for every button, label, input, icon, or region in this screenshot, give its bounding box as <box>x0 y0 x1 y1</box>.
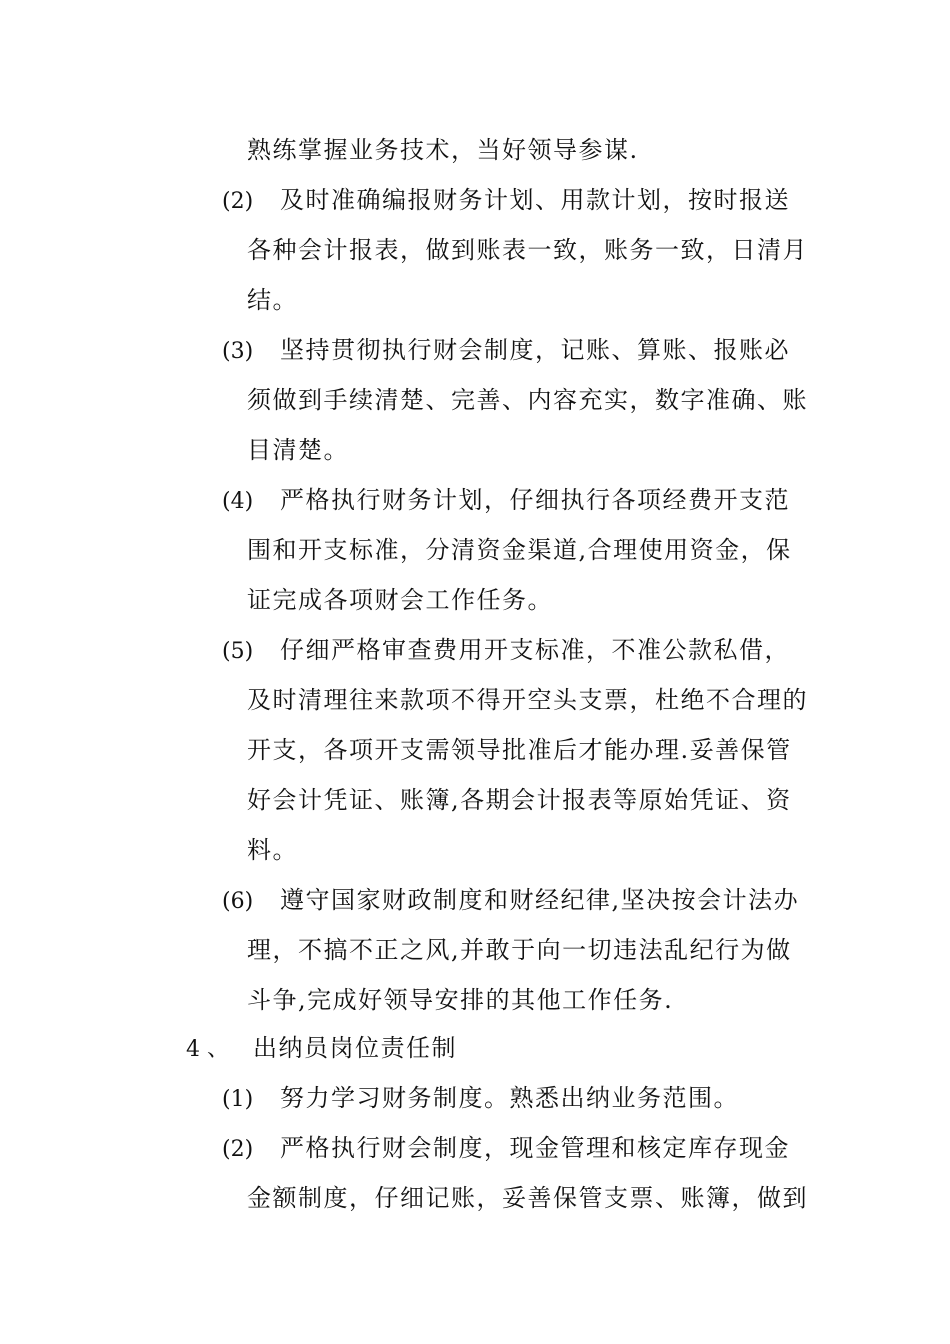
line-text: 努力学习财务制度。熟悉出纳业务范围。 <box>280 1084 739 1112</box>
line-text: 斗争,完成好领导安排的其他工作任务. <box>247 986 674 1014</box>
text-line <box>247 134 639 166</box>
text-line <box>247 1182 808 1214</box>
line-text: 证完成各项财会工作任务。 <box>247 586 553 614</box>
text-line <box>247 734 792 766</box>
line-text: 严格执行财会制度，现金管理和核定库存现金 <box>280 1134 790 1162</box>
list-item-1 <box>222 1082 739 1116</box>
line-text: 好会计凭证、账簿,各期会计报表等原始凭证、资 <box>247 786 792 814</box>
list-item-5 <box>222 634 790 668</box>
list-item-2 <box>222 1132 790 1166</box>
list-item-4 <box>222 484 790 518</box>
item-number: (4) <box>222 489 254 514</box>
item-number: (2) <box>222 189 254 214</box>
line-text: 熟练掌握业务技术，当好领导参谋. <box>247 136 639 164</box>
line-text: 料。 <box>247 836 298 864</box>
line-text: 及时准确编报财务计划、用款计划，按时报送 <box>280 186 790 214</box>
text-line <box>247 684 808 716</box>
text-line <box>247 534 792 566</box>
text-line <box>247 284 298 316</box>
text-line <box>247 934 792 966</box>
text-line <box>247 434 349 466</box>
list-item-6 <box>222 884 799 918</box>
line-text: 各种会计报表，做到账表一致，账务一致，日清月 <box>247 236 808 264</box>
section-heading <box>186 1032 457 1066</box>
item-number: (5) <box>222 639 254 664</box>
item-number: (6) <box>222 889 254 914</box>
text-line <box>247 234 808 266</box>
line-text: 须做到手续清楚、完善、内容充实，数字准确、账 <box>247 386 808 414</box>
line-text: 及时清理往来款项不得开空头支票，杜绝不合理的 <box>247 686 808 714</box>
text-line <box>247 584 553 616</box>
section-number: 4 、 <box>186 1037 229 1062</box>
line-text: 坚持贯彻执行财会制度，记账、算账、报账必 <box>280 336 790 364</box>
section-title: 出纳员岗位责任制 <box>253 1034 457 1062</box>
text-line <box>247 384 808 416</box>
item-number: (3) <box>222 339 254 364</box>
item-number: (2) <box>222 1137 254 1162</box>
list-item-2 <box>222 184 790 218</box>
line-text: 遵守国家财政制度和财经纪律,坚决按会计法办 <box>280 886 800 914</box>
line-text: 金额制度，仔细记账，妥善保管支票、账簿，做到 <box>247 1184 808 1212</box>
line-text: 开支，各项开支需领导批准后才能办理.妥善保管 <box>247 736 792 764</box>
text-line <box>247 784 792 816</box>
line-text: 目清楚。 <box>247 436 349 464</box>
text-line <box>247 984 673 1016</box>
line-text: 严格执行财务计划，仔细执行各项经费开支范 <box>280 486 790 514</box>
list-item-3 <box>222 334 790 368</box>
line-text: 围和开支标准，分清资金渠道,合理使用资金，保 <box>247 536 792 564</box>
line-text: 理，不搞不正之风,并敢于向一切违法乱纪行为做 <box>247 936 792 964</box>
line-text: 结。 <box>247 286 298 314</box>
item-number: (1) <box>222 1087 254 1112</box>
text-line <box>247 834 298 866</box>
line-text: 仔细严格审查费用开支标准，不准公款私借， <box>280 636 790 664</box>
